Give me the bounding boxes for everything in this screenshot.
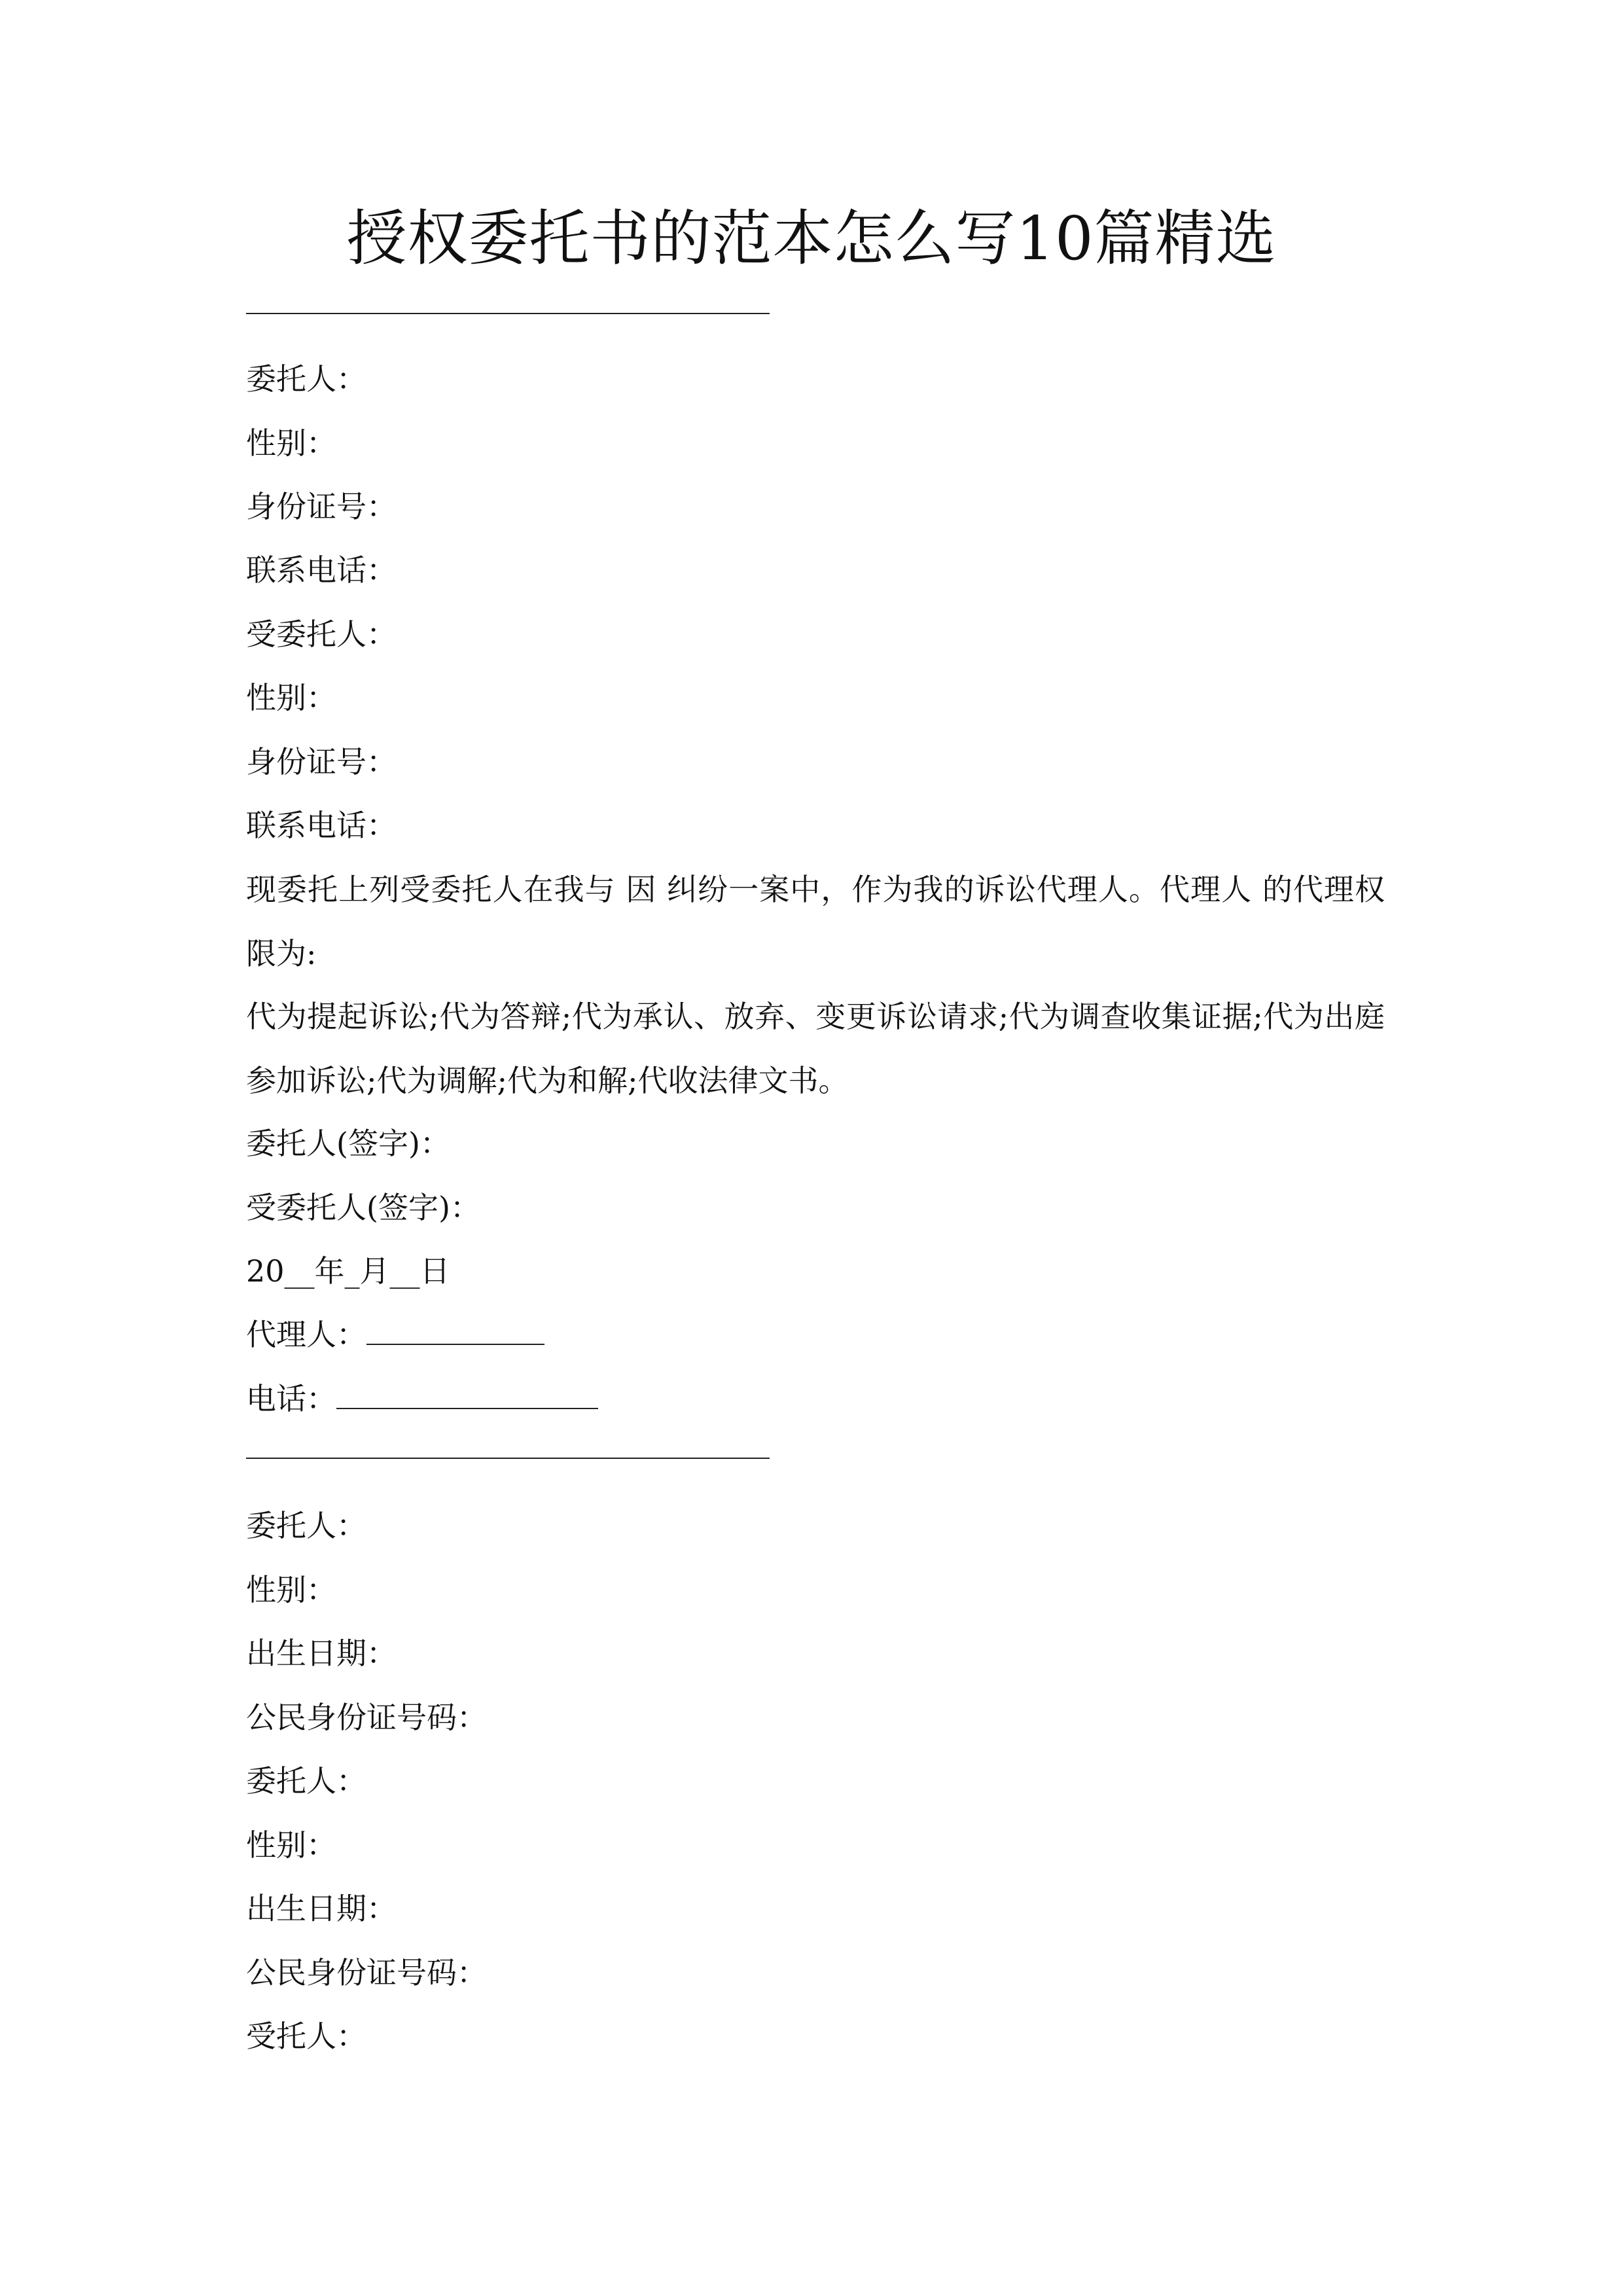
field-gender: 性别： [246, 1572, 336, 1607]
paragraph-delegation: 现委托上列受委托人在我与 因 纠纷一案中，作为我的诉讼代理人。代理人 的代理权限为: [246, 872, 1385, 971]
field-weituoren: 委托人： [246, 361, 366, 397]
field-id-number: 身份证号： [246, 489, 397, 524]
field-phone-blank [246, 1367, 598, 1431]
paragraph-authority: 代为提起诉讼;代为答辩;代为承认、放弃、变更诉讼请求;代为调查收集证据;代为出庭参加诉讼;代为调解;代为和解;代收法律文书。 [246, 999, 1385, 1098]
phone-label: 电话： [246, 1381, 336, 1416]
document-title: 授权委托书的范本怎么写10篇精选 [346, 204, 1277, 274]
field-shouweituoren: 受委托人： [246, 617, 397, 652]
field-phone: 联系电话： [246, 808, 397, 843]
field-signature-shouweituoren: 受委托人(签字)： [246, 1190, 480, 1225]
field-citizen-id: 公民身份证号码： [246, 1700, 487, 1735]
phone-blank-line [336, 1382, 598, 1409]
field-shoutuoren: 受托人： [246, 2018, 366, 2054]
field-gender: 性别： [246, 680, 336, 715]
divider-line [246, 313, 770, 314]
field-signature-weituoren: 委托人(签字)： [246, 1126, 450, 1161]
agent-blank-line [366, 1318, 544, 1345]
field-birth-date: 出生日期： [246, 1891, 397, 1926]
field-phone: 联系电话： [246, 552, 397, 588]
field-agent [246, 1302, 544, 1367]
agent-label: 代理人： [246, 1317, 366, 1352]
field-birth-date: 出生日期： [246, 1636, 397, 1671]
divider-line [246, 1458, 770, 1459]
field-id-number: 身份证号： [246, 744, 397, 780]
field-gender: 性别： [246, 425, 336, 461]
field-weituoren: 委托人： [246, 1508, 366, 1543]
field-date: 20__年_月__日 [246, 1253, 450, 1289]
field-weituoren: 委托人： [246, 1763, 366, 1799]
field-gender: 性别： [246, 1827, 336, 1863]
field-citizen-id: 公民身份证号码： [246, 1955, 487, 1990]
